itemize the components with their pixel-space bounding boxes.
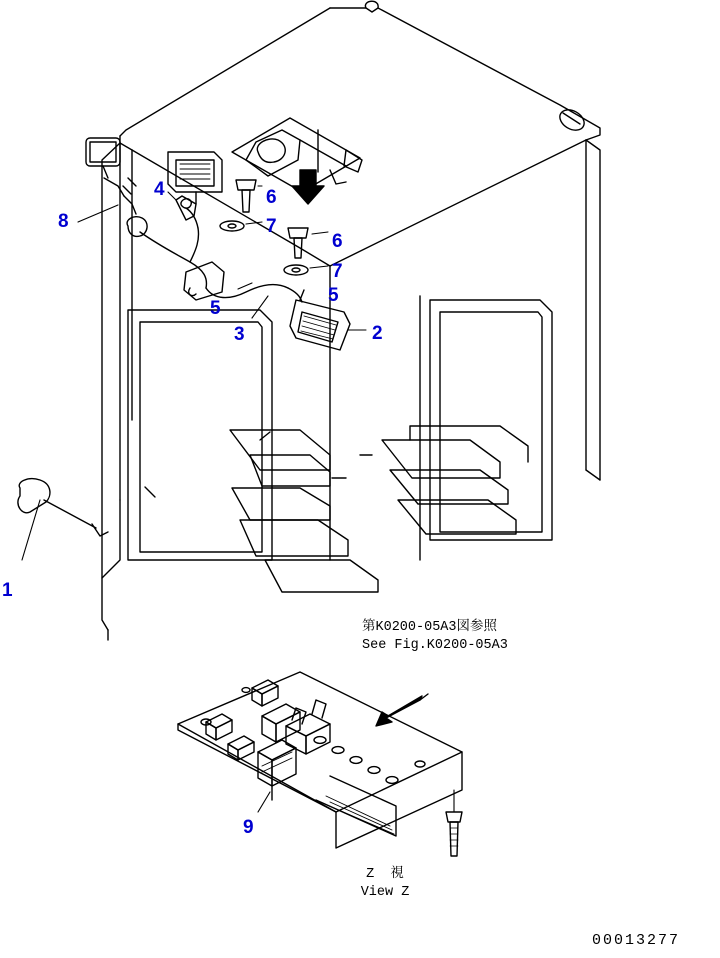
item9-leader (258, 792, 270, 812)
interior-panel-1 (230, 430, 330, 470)
cab-detail-nick (145, 487, 155, 497)
cab-roof-right-ridge (330, 140, 586, 266)
item1-stem (44, 500, 96, 528)
drawing-number: 00013277 (592, 932, 681, 949)
panel-switch-1-side (262, 686, 278, 706)
item8-lamp-arm2 (124, 196, 136, 214)
interior-panel-9 (410, 426, 528, 462)
bolt6b-shank (294, 238, 302, 258)
callout-6-lower: 6 (332, 231, 343, 252)
cab-left-post-outer (102, 143, 120, 630)
interior-panel-8 (398, 500, 516, 534)
callout-6-upper: 6 (266, 187, 277, 208)
item4-bolt (181, 199, 191, 208)
interior-panel-5 (265, 560, 378, 592)
callout-7-lower: 7 (332, 261, 343, 282)
mount-rail-plate (232, 118, 360, 192)
washer7a-hole (228, 224, 236, 228)
panel-switch-3-side (238, 742, 254, 760)
washer7b-leader (310, 266, 328, 268)
washer7b (284, 265, 308, 275)
cab-right-window-inner (440, 312, 542, 532)
reference-note-en: See Fig.K0200-05A3 (362, 638, 508, 653)
panel-switch-2-side (216, 720, 232, 740)
panel-hole-3 (350, 757, 362, 764)
panel-hole-2 (332, 747, 344, 754)
panel-hole-5 (386, 777, 398, 784)
roof-lug-left (365, 1, 378, 8)
panel-hole-1 (314, 737, 326, 744)
panel-connector-b-ribs (262, 752, 292, 772)
arrow-z-top (292, 170, 324, 204)
cab-roof-left-edge (120, 8, 330, 136)
interior-panel-7 (390, 470, 508, 504)
interior-panel-4 (240, 520, 348, 556)
lamp-top-lens-lines (180, 164, 210, 179)
callout-1: 1 (2, 580, 13, 601)
bolt6a-shank (242, 190, 250, 212)
callout-9: 9 (243, 817, 254, 838)
viewz-panel-side (336, 752, 462, 848)
view-label-en: View Z (360, 885, 410, 900)
mount-rail-hole (257, 139, 285, 162)
item5-connector-tab (189, 288, 196, 296)
callout-5-right: 5 (328, 285, 339, 306)
cab-left-post-bottom (102, 500, 120, 578)
viewz-bolt-head (446, 812, 462, 822)
callout-7-upper: 7 (266, 216, 277, 237)
item2-lamp-stem (300, 290, 304, 300)
reference-note-jp: 第K0200-05A3図参照 (362, 620, 498, 635)
cab-roof-top-edge (330, 8, 600, 140)
harness-up-branch (190, 228, 199, 262)
roof-lug-right (556, 106, 588, 135)
bolt6b-leader (312, 232, 328, 234)
cab-right-bottom-edge (586, 470, 600, 480)
callout-2: 2 (372, 323, 383, 344)
washer7a (220, 221, 244, 231)
callout-8: 8 (58, 211, 69, 232)
panel-hole-8 (242, 688, 250, 693)
callout-3: 3 (234, 324, 245, 345)
view-label-jp: Z 視 (366, 867, 404, 882)
item4-leader (168, 192, 176, 200)
interior-panel-3 (232, 488, 330, 520)
harness-left-branch (140, 232, 206, 288)
harness-to-item4 (186, 208, 198, 228)
item8-screw-b (123, 186, 131, 194)
bolt6a-head (236, 180, 256, 190)
viewz-panel-plate (178, 672, 462, 812)
mount-rail-bar (300, 140, 346, 166)
cab-front-window-left (128, 310, 272, 560)
panel-hole-7 (415, 761, 425, 767)
item1-knob (18, 479, 50, 513)
viewz-bolt-shank (450, 822, 458, 856)
item8-lamp-arm (104, 178, 124, 196)
cab-front-window-left-inner (140, 322, 262, 552)
item1-leader (22, 500, 40, 560)
mount-rail-foot (330, 170, 346, 184)
bolt6b-head (288, 228, 308, 238)
cab-roof-front-ridge (132, 150, 330, 266)
item8-lamp-stem (103, 166, 108, 178)
washer7b-hole (292, 268, 300, 272)
callout-5-left: 5 (210, 298, 221, 319)
viewz-panel-step (316, 776, 396, 836)
panel-hole-4 (368, 767, 380, 774)
cab-roof-left-corner (120, 136, 132, 150)
harness-center (206, 285, 288, 298)
panel-connector-a-body (262, 716, 276, 742)
cab-right-outer-edge (586, 140, 600, 480)
panel-switch-1-body (252, 688, 262, 706)
item5-leader (238, 283, 252, 289)
item1-bracket (92, 524, 108, 536)
item8-connector (127, 217, 147, 237)
mount-rail-slot (246, 130, 300, 176)
item8-leader (78, 205, 118, 222)
callout-4: 4 (154, 179, 165, 200)
